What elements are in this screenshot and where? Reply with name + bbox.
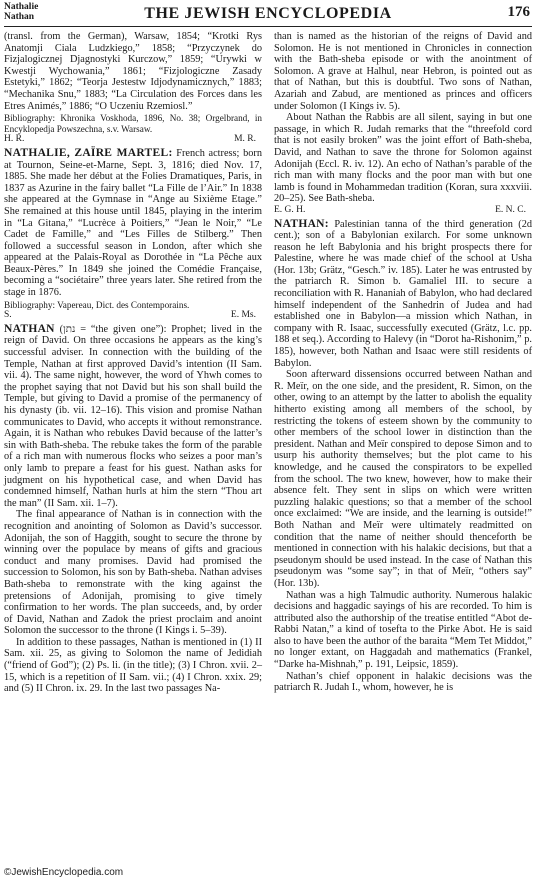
- signature-left: H. R.: [4, 134, 25, 145]
- copyright-footer: ©JewishEncyclopedia.com: [4, 867, 124, 878]
- entry-headword: NATHALIE, ZAÏRE MARTEL:: [4, 146, 173, 159]
- signature-right: E. Ms.: [230, 310, 256, 321]
- author-signature: [4, 310, 262, 321]
- left-column: [4, 31, 262, 695]
- paragraph: than is named as the historian of the reigns of David and Solomon. He is not mentioned in Chronicles in connection with the Bath-sheba episode or with the anointment of Solomon. A grave at Halhul, near Hebron, is pointed out as that of Nathan, but this is doubtful. Two sons of Nathan, Azariah and Zabud, are mentioned as princes and officers under Solomon (I Kings iv. 5).: [274, 31, 532, 112]
- signature-right: M. R.: [234, 134, 256, 145]
- running-head-first: Nathalie: [4, 2, 39, 12]
- entry-text: (נתן = “the given one”): Prophet; lived in the reign of David. On three occasions he appears as the king’s successful adviser. In connection with the building of the Temple, Nathan at first approved David’s intention (II Sam. vii. 4). The same night, however, the word of Yhwh comes to the prophet saying that not David but his son shall build the Temple, but giving to David a promise of the permanency of his dynasty (ib. vii. 12–16). This vision and promise Nathan communicates to David, who accepts it without remonstrance. Again, it is Nathan who rebukes David because of the latter’s sin with Bath-sheba. The rebuke takes the form of the parable of a rich man with numerous flocks who seizes a poor man’s only lamb to prepare a feast for his guest. Nathan asks for judgment on his hypothetical case, and when David has condemned himself, Nathan hurls at him the stern “Thou art the man” (II Sam. xii. 1–7).: [4, 323, 262, 509]
- entry-headword: NATHAN: [4, 322, 55, 335]
- paragraph: About Nathan the Rabbis are all silent, saying in but one passage, in which R. Judah remarks that the “threefold cord that is not easily broken” was the joint effort of Bath-sheba, David, and Nathan to save the throne for Solomon against Adonijah (Eccl. R. iv. 12). An echo of Nathan’s parable of the rich man with many flocks and the poor man with but one lamb is found in Mohammedan tradition (Koran, sura xxxviii. 20–25). See Bath-sheba.: [274, 112, 532, 205]
- bibliography: Bibliography: Khronika Voskhoda, 1896, No. 38; Orgelbrand, in Encyklopedja Powszechna, s.v. Warsaw.: [4, 113, 262, 134]
- entry-headword: NATHAN:: [274, 217, 329, 230]
- entry-nathan-tanna: [274, 219, 532, 370]
- paragraph: Nathan’s chief opponent in halakic decisions was the patriarch R. Judah I., whom, however, he is: [274, 670, 532, 694]
- author-signature: [4, 134, 262, 145]
- paragraph: Soon afterward dissensions occurred between Nathan and R. Meïr, on the one side, and the president, R. Simon, on the other, owing to an attempt by the latter to abolish the equality hitherto existing among all members of the school, by restricting the tokens of esteem shown by the community to other members of the school lower in distinction than the president. Nathan and Meïr conspired to depose Simon and to usurp his authority themselves; but the plot came to his knowledge, and he caused the conspirators to be expelled from the school. The two knew, however, how to make their absence felt. They sent in slips on which were written puzzling halakic questions; so that a member of the school once exclaimed: “We are inside, and the learning is outside!” Both Nathan and Meïr were ultimately readmitted on condition that the name of neither should thenceforth be mentioned in connection with his halakic decisions, but that a pseudonym should be used instead. In the case of Nathan this pseudonym was “some say”; in that of Meïr, “others say” (Hor. 13b).: [274, 369, 532, 589]
- page-number: 176: [507, 4, 530, 20]
- publication-title: THE JEWISH ENCYCLOPEDIA: [144, 5, 392, 22]
- entry-text: Palestinian tanna of the third generation (2d cent.); son of a Babylonian exilarch. For some unknown reason he left Babylonia and his bright prospects there for Palestine, where he was made chief of the school at Usha (Hor. 13b; Grätz, “Gesch.” iv. 185). Later he was entrusted by the patriarch R. Simon b. Gamaliel III. to secure a reconciliation with R. Hananiah of Babylon, who had declared himself independent of the Sanhedrin of Judea and had established one in Babylon—a mission which Nathan, in company with R. Isaac, successfully executed (Grätz, l.c. pp. 188 et seq.). According to Halevy (in “Dorot ha-Rishonim,” p. 185), however, both Nathan and Isaac were still residents of Babylon.: [274, 218, 532, 369]
- signature-left: E. G. H.: [274, 204, 306, 215]
- paragraph: Nathan was a high Talmudic authority. Numerous halakic decisions and haggadic sayings of his are recorded. To him is attributed also the authorship of the treatise entitled “Abot de-Rabbi Natan,” a kind of tosefta to the Pirke Abot. He is said also to have been the author of the baraita “Mem Tet Middot,” no longer extant, on Haggadah and mathematics (Frankel, “Darke ha-Mishnah,” p. 191, Leipsic, 1859).: [274, 589, 532, 671]
- signature-right: E. N. C.: [495, 204, 526, 215]
- paragraph: The final appearance of Nathan is in connection with the recognition and anointing of Solomon as David’s successor. Adonijah, the son of Haggith, sought to secure the throne by winning over the populace by means of gifts and gracious conduct and many promises. David had promised the succession to Solomon, his son by Bath-sheba. Nathan advises Bath-sheba to remonstrate with the king against the pretensions of Adonijah, promising to give timely confirmation to her words. The plan succeeds, and, by order of David, Nathan and Zadok the priest proclaim and anoint Solomon the successor to the throne (I Kings i. 5–39).: [4, 509, 262, 637]
- entry-nathalie: [4, 148, 262, 299]
- author-signature: [274, 205, 532, 216]
- paragraph: In addition to these passages, Nathan is mentioned in (1) II Sam. xii. 25, as giving to Solomon the name of Jedidiah (“friend of God”); (2) Ps. li. (in the title); (3) I Chron. xvii. 2–15, which is a repetition of II Sam. vii.; (4) I Chron. xxix. 29; and (5) II Chron. ix. 29. In the last two passages Na-: [4, 636, 262, 695]
- signature-left: S.: [4, 310, 12, 321]
- entry-text: French actress; born at Tournon, Seine-et-Marne, Sept. 3, 1816; died Nov. 17, 1885. She made her début at the Folies Dramatiques, Paris, in 1837 as Azurine in the fairy ballet “La Fille de l’Air.” In 1838 she appeared at the Gymnase in “Ange au Sixième Etage.” She remained at this house until 1845, playing in the interim in “La Gitana,” “Lucrèce à Poitiers,” “Jean le Noir,” “Le Cadet de Famille,” and “Les Filles de Stilberg.” Then followed a successful season in London, after which she appeared at the Palais-Royal as Dorothée in “La Pêche aux Beaux-Pères.” In 1849 she joined the Comédie Française, becoming a “sociétaire” three years later. She retired from the stage in 1876.: [4, 147, 262, 299]
- running-head-last: Nathan: [4, 12, 35, 22]
- entry-nathan-prophet: [4, 324, 262, 510]
- right-column: [274, 31, 532, 694]
- paragraph: (transl. from the German), Warsaw, 1854; “Krotki Rys Anatomji Ciala Ludzkiego,” 1858; “Przyczynek do Fizjalogicznej Djagnostyki Kurczow,” 1859; “Urywki w Kwestji Wychowania,” 1861; “Fizjologiczne Zasady Estetyki,” 1862; “Teorja Jestestw Idjodynamicznych,” 1883; “Mechanika Snu,” 1883; “La Circulation des Forces dans les Etres Animés,” 1886; “O Uczeniu Rzemiosl.”: [4, 31, 262, 112]
- page-header: [4, 2, 532, 27]
- bibliography: Bibliography: Vapereau, Dict. des Contemporains.: [4, 299, 190, 310]
